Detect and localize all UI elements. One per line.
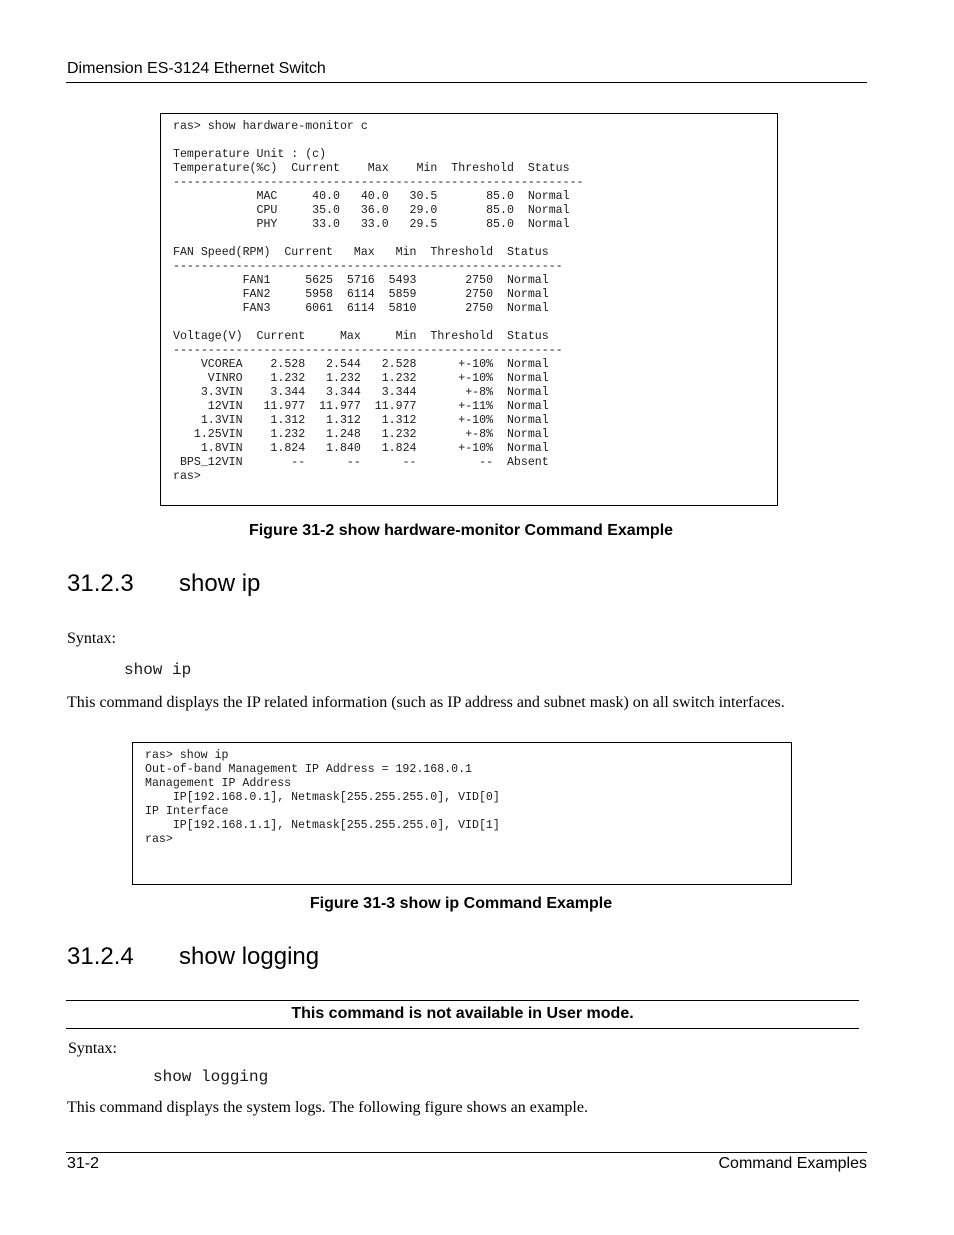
- command-description: This command displays the system logs. The following figure shows an example.: [67, 1099, 588, 1116]
- code-line: Management IP Address: [145, 777, 292, 790]
- section-heading-show-logging: [67, 943, 319, 971]
- code-line: MAC 40.0 40.0 30.5 85.0 Normal: [173, 190, 570, 203]
- command-description: This command displays the IP related information (such as IP address and subnet mask) on all switch interfaces.: [67, 694, 785, 711]
- note-bottom-rule: [66, 1028, 859, 1029]
- code-line: Temperature(%c) Current Max Min Threshold Status: [173, 162, 570, 175]
- code-line: ras>: [145, 833, 173, 846]
- user-mode-note: This command is not available in User mode.: [291, 1005, 634, 1022]
- syntax-command: show ip: [124, 661, 192, 679]
- section-heading-show-ip: [67, 570, 260, 598]
- code-line: CPU 35.0 36.0 29.0 85.0 Normal: [173, 204, 570, 217]
- code-line: ras> show hardware-monitor c: [173, 120, 368, 133]
- hardware-monitor-output: [173, 120, 777, 484]
- figure-31-3-caption: Figure 31-3 show ip Command Example: [309, 895, 613, 912]
- note-top-rule: [66, 1000, 859, 1001]
- header-rule: [66, 82, 867, 83]
- show-ip-output: [145, 749, 791, 847]
- section-number: 31.2.3: [67, 570, 134, 597]
- section-number: 31.2.4: [67, 943, 134, 970]
- code-line: IP Interface: [145, 805, 229, 818]
- hardware-monitor-output-box: [160, 113, 778, 506]
- code-line: 12VIN 11.977 11.977 11.977 +-11% Normal: [173, 400, 549, 413]
- code-line: IP[192.168.1.1], Netmask[255.255.255.0], VID[1]: [145, 819, 500, 832]
- code-line: 3.3VIN 3.344 3.344 3.344 +-8% Normal: [173, 386, 549, 399]
- code-line: BPS_12VIN -- -- -- -- Absent: [173, 456, 549, 469]
- syntax-label: Syntax:: [67, 630, 116, 647]
- section-title: show ip: [179, 570, 261, 597]
- page-number: 31-2: [67, 1155, 100, 1172]
- code-line: Temperature Unit : (c): [173, 148, 327, 161]
- code-line: FAN1 5625 5716 5493 2750 Normal: [173, 274, 549, 287]
- code-line: --------------------------------------------------------: [173, 344, 563, 357]
- code-line: FAN2 5958 6114 5859 2750 Normal: [173, 288, 549, 301]
- code-line: 1.3VIN 1.312 1.312 1.312 +-10% Normal: [173, 414, 549, 427]
- code-line: ras> show ip: [145, 749, 229, 762]
- code-line: -----------------------------------------------------------: [173, 176, 584, 189]
- code-line: PHY 33.0 33.0 29.5 85.0 Normal: [173, 218, 570, 231]
- show-ip-output-box: [132, 742, 792, 885]
- footer-rule: [66, 1152, 867, 1153]
- code-line: Voltage(V) Current Max Min Threshold Status: [173, 330, 549, 343]
- code-line: VINRO 1.232 1.232 1.232 +-10% Normal: [173, 372, 549, 385]
- code-line: --------------------------------------------------------: [173, 260, 563, 273]
- document-header-title: Dimension ES-3124 Ethernet Switch: [67, 60, 326, 77]
- syntax-label: Syntax:: [68, 1040, 117, 1057]
- section-title: show logging: [179, 943, 320, 970]
- code-line: VCOREA 2.528 2.544 2.528 +-10% Normal: [173, 358, 549, 371]
- code-line: ras>: [173, 470, 201, 483]
- figure-31-2-caption: Figure 31-2 show hardware-monitor Command Example: [248, 522, 674, 539]
- code-line: 1.8VIN 1.824 1.840 1.824 +-10% Normal: [173, 442, 549, 455]
- chapter-name: Command Examples: [718, 1155, 867, 1172]
- code-line: Out-of-band Management IP Address = 192.168.0.1: [145, 763, 472, 776]
- code-line: 1.25VIN 1.232 1.248 1.232 +-8% Normal: [173, 428, 549, 441]
- code-line: FAN3 6061 6114 5810 2750 Normal: [173, 302, 549, 315]
- code-line: FAN Speed(RPM) Current Max Min Threshold Status: [173, 246, 549, 259]
- code-line: IP[192.168.0.1], Netmask[255.255.255.0], VID[0]: [145, 791, 500, 804]
- syntax-command: show logging: [153, 1068, 269, 1086]
